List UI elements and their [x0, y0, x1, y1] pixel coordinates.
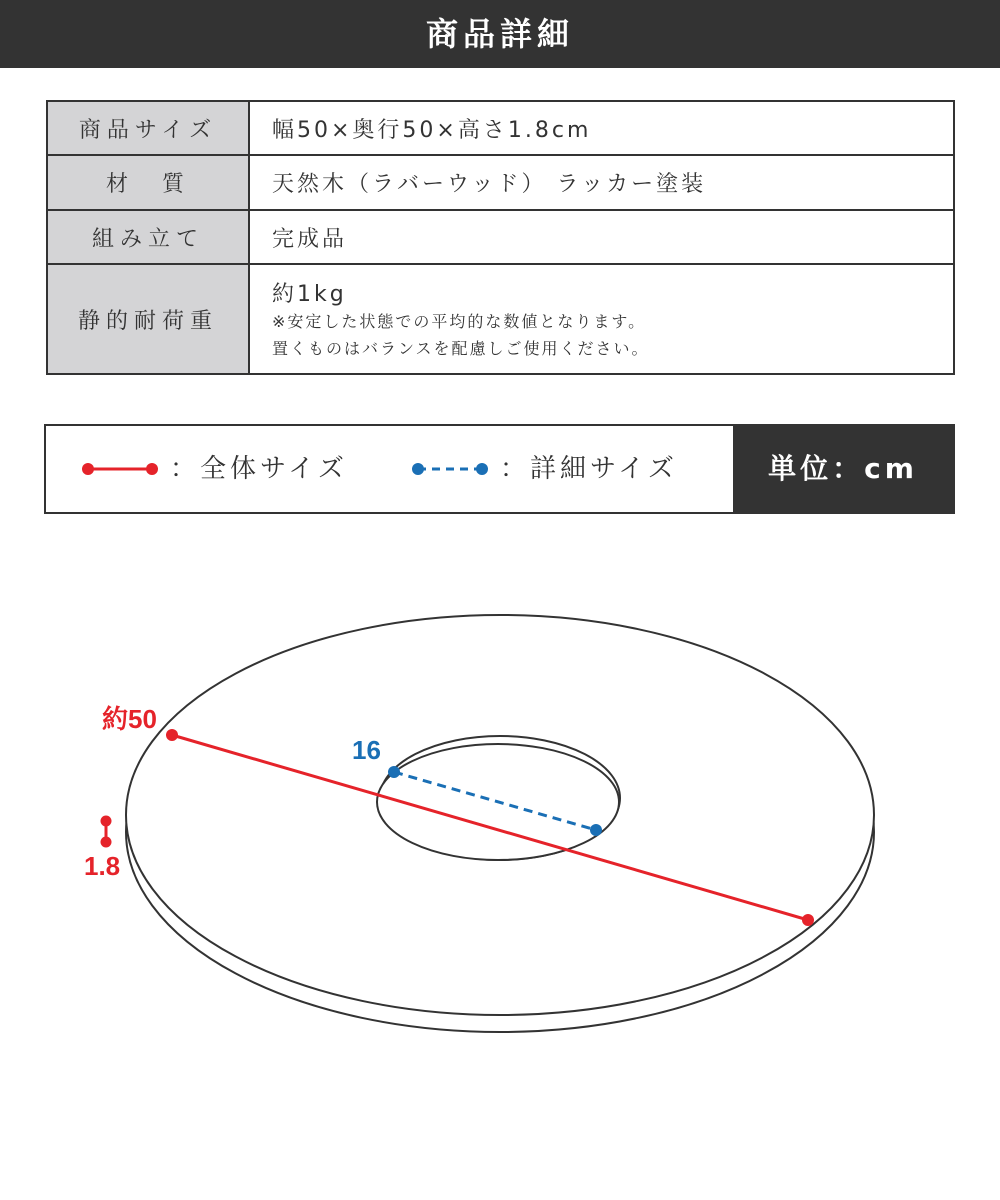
hole-size-label: 16: [352, 735, 381, 765]
spec-value-assembly: 完成品: [249, 210, 954, 264]
spec-table: [46, 100, 955, 375]
overall-end-dot: [802, 914, 814, 926]
spec-value-load: [249, 264, 954, 374]
table-row: [47, 155, 954, 210]
overall-line-icon: [80, 461, 160, 477]
spec-label-assembly: 組み立て: [47, 210, 249, 264]
page-title: 商品詳細: [0, 0, 1000, 68]
table-row: [47, 264, 954, 374]
load-value: 約1kg: [272, 281, 347, 307]
overall-start-dot: [166, 729, 178, 741]
thickness-label: 1.8: [84, 851, 121, 881]
load-note-2: 置くものはバランスを配慮しご使用ください。: [272, 338, 650, 358]
spec-label-size: 商品サイズ: [47, 101, 249, 155]
legend-box: [44, 424, 955, 514]
spec-label-material: 材 質: [47, 155, 249, 210]
spec-value-material: 天然木（ラバーウッド） ラッカー塗装: [249, 155, 954, 210]
spec-value-size: 幅50×奥行50×高さ1.8cm: [249, 101, 954, 155]
hole-end-dot: [590, 824, 602, 836]
spec-label-load: 静的耐荷重: [47, 264, 249, 374]
table-row: [47, 210, 954, 264]
thickness-end-dot: [101, 837, 112, 848]
detail-line-icon: [410, 461, 490, 477]
table-row: [47, 101, 954, 155]
thickness-start-dot: [101, 816, 112, 827]
hole-start-dot: [388, 766, 400, 778]
legend-detail-label: ：詳細サイズ: [500, 454, 678, 484]
overall-size-label: 約50: [102, 704, 157, 734]
unit-badge: 単位：cm: [733, 426, 953, 512]
load-note-1: ※安定した状態での平均的な数値となります。: [272, 311, 647, 331]
product-diagram: [0, 560, 1000, 1080]
legend-overall-label: ：全体サイズ: [170, 454, 348, 484]
